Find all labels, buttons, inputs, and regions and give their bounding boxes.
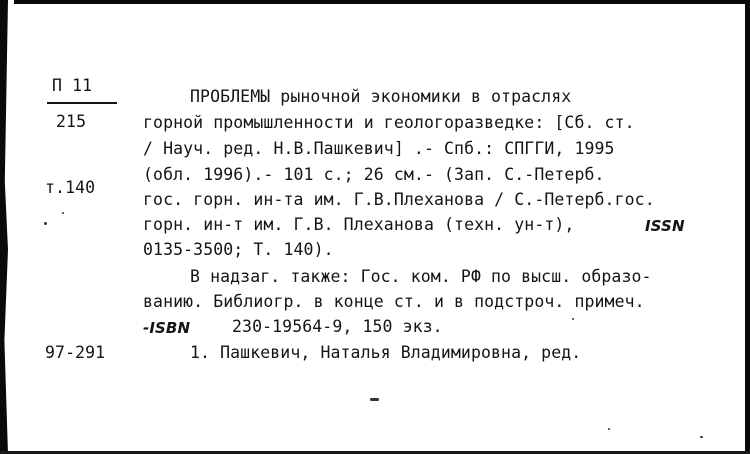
scan-speck (44, 222, 47, 225)
accession-number: 97-291 (45, 343, 106, 362)
entry-title-line: ПРОБЛЕМЫ рыночной экономики в отраслях (190, 87, 572, 106)
card-border-top (14, 0, 750, 4)
scan-speck (572, 318, 574, 320)
volume-mark: т.140 (45, 178, 96, 197)
entry-line: горной промышленности и геологоразведке: [Сб. ст. (143, 113, 635, 132)
class-mark-bottom: 215 (56, 112, 87, 131)
scan-speck (608, 428, 610, 430)
card-border-right (745, 0, 750, 454)
entry-line: / Науч. ред. Н.В.Пашкевич] .- Спб.: СПГГИ, 1995 (143, 139, 615, 158)
isbn-handwritten: -ISBN (143, 319, 191, 337)
note-line: В надзаг. также: Гос. ком. РФ по высш. образо- (190, 267, 652, 286)
issn-handwritten: ISSN (645, 217, 685, 235)
isbn-value: 230-19564-9, 150 экз. (232, 317, 443, 336)
card-border-left (0, 0, 8, 454)
scan-speck (370, 398, 379, 401)
class-mark-top: П 11 (52, 76, 93, 95)
scan-speck (700, 436, 703, 438)
tracing-line: 1. Пашкевич, Наталья Владимировна, ред. (190, 343, 582, 362)
note-line: ванию. Библиогр. в конце ст. и в подстроч. примеч. (143, 292, 645, 311)
entry-line: (обл. 1996).- 101 с.; 26 см.- (Зап. С.-Петерб. (143, 165, 605, 184)
entry-line: горн. ин-т им. Г.В. Плеханова (техн. ун-т), (143, 215, 575, 234)
class-mark-divider (47, 102, 117, 104)
scan-speck (62, 212, 64, 214)
entry-line: 0135-3500; Т. 140). (143, 240, 334, 259)
entry-line: гос. горн. ин-та им. Г.В.Плеханова / С.-Петерб.гос. (143, 190, 655, 209)
